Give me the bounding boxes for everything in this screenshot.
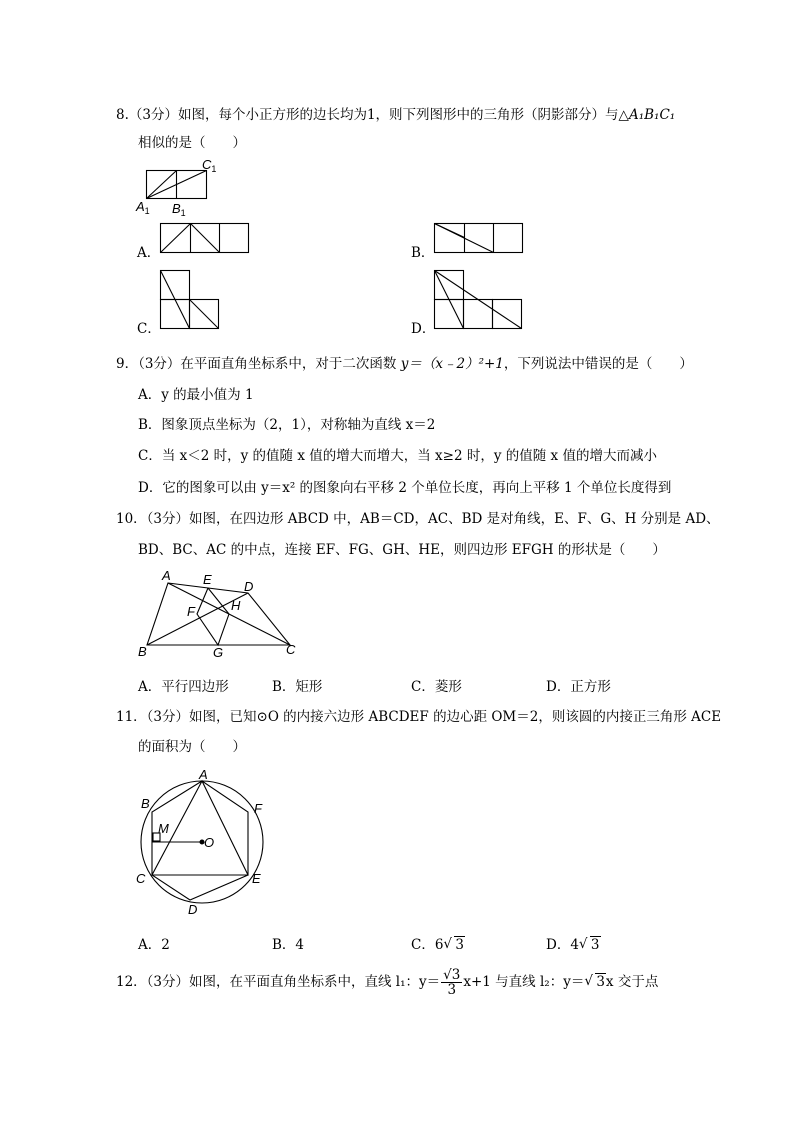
q8-reference-figure (146, 170, 208, 200)
q10-label-g: G (213, 645, 224, 660)
q11-option-c[interactable]: C．6√ 3 (411, 936, 465, 954)
q11-label-c: C (136, 871, 146, 886)
q9-option-c[interactable]: C．当 x＜2 时，y 的值随 x 值的增大而增大，当 x≥2 时，y 的值随 x 值的增大而减小 (138, 448, 657, 464)
q11-option-d-sqrt: √ 3 (579, 936, 601, 954)
q9-function: y＝（x﹣2）²+1 (400, 356, 504, 372)
q10-label-b: B (138, 644, 147, 659)
q11-label-m: M (158, 821, 169, 836)
q8-label-a1: $A_1$ (136, 199, 150, 216)
q9-stem: 9．（3分）在平面直角坐标系中，对于二次函数 y＝（x﹣2）²+1，下列说法中错误的是（ ） (116, 356, 693, 372)
q8-option-d-label[interactable]: D． (411, 321, 436, 337)
q10-option-a[interactable]: A．平行四边形 (138, 679, 229, 695)
q8-option-d-figure[interactable] (434, 270, 526, 332)
q12-sqrt: √ 3 (584, 965, 606, 999)
q11-label-o: O (204, 835, 215, 850)
q8-option-b-figure[interactable] (434, 223, 526, 255)
q8-stem-line2: 相似的是（ ） (138, 135, 246, 151)
q8-label-c1: $C_1$ (202, 157, 217, 174)
q8-option-a-figure[interactable] (160, 223, 252, 255)
q11-option-b[interactable]: B．4 (272, 937, 305, 953)
q9-option-d[interactable]: D．它的图象可以由 y＝x² 的图象向右平移 2 个单位长度，再向上平移 1 个单位长度得到 (138, 480, 672, 496)
q10-label-c: C (286, 642, 296, 657)
q10-option-b[interactable]: B．矩形 (272, 679, 323, 695)
q10-label-d: D (244, 579, 254, 594)
q10-quadrilateral-figure (140, 572, 300, 655)
q9-option-b[interactable]: B．图象顶点坐标为（2，1），对称轴为直线 x＝2 (138, 417, 436, 433)
q11-label-e: E (252, 871, 261, 886)
q11-label-a: A (199, 767, 208, 782)
q11-option-d[interactable]: D．4√ 3 (546, 936, 601, 954)
q9-option-a[interactable]: A．y 的最小值为 1 (138, 387, 254, 403)
q11-stem-line2: 的面积为（ ） (138, 739, 246, 755)
q11-stem-line1: 11．（3分）如图，已知⊙O 的内接六边形 ABCDEF 的边心距 OM＝2，则该圆的内接正三角形 ACE (116, 709, 722, 725)
q10-option-c[interactable]: C．菱形 (411, 679, 462, 695)
q8-triangle-name: A₁B₁C₁ (628, 107, 676, 123)
q8-option-c-label[interactable]: C． (137, 321, 161, 337)
q10-label-a: A (162, 568, 171, 583)
q11-option-c-sqrt: √ 3 (443, 936, 465, 954)
q12-stem: 12．（3分）如图，在平面直角坐标系中，直线 l₁：y＝ $\frac{√3}{3}$ x+1 与直线 l₂：y＝√ 3x 交于点 (116, 965, 658, 999)
q10-option-d[interactable]: D．正方形 (546, 679, 611, 695)
q10-label-f: F (187, 604, 195, 619)
q10-stem-line1: 10．（3分）如图，在四边形 ABCD 中，AB＝CD，AC、BD 是对角线，E、F、G、H 分别是 AD、 (116, 511, 720, 527)
q10-stem-line2: BD、BC、AC 的中点，连接 EF、FG、GH、HE，则四边形 EFGH 的形状是（ ） (138, 542, 666, 558)
q8-label-b1: $B_1$ (172, 201, 186, 218)
q11-label-b: B (141, 796, 150, 811)
q11-label-f: F (254, 801, 262, 816)
q8-option-b-label[interactable]: B． (411, 245, 435, 261)
q12-fraction: $\frac{√3}{3}$ (443, 967, 461, 998)
q8-option-a-label[interactable]: A． (137, 245, 161, 261)
q8-option-c-figure[interactable] (160, 270, 222, 332)
q10-label-e: E (203, 572, 212, 587)
q8-stem-line1: 8.（3分）如图，每个小正方形的边长均为1，则下列图形中的三角形（阴影部分）与△A₁B₁C₁ (116, 107, 676, 123)
q10-label-h: H (231, 598, 241, 613)
q11-label-d: D (188, 902, 198, 917)
q11-option-a[interactable]: A．2 (138, 937, 170, 953)
